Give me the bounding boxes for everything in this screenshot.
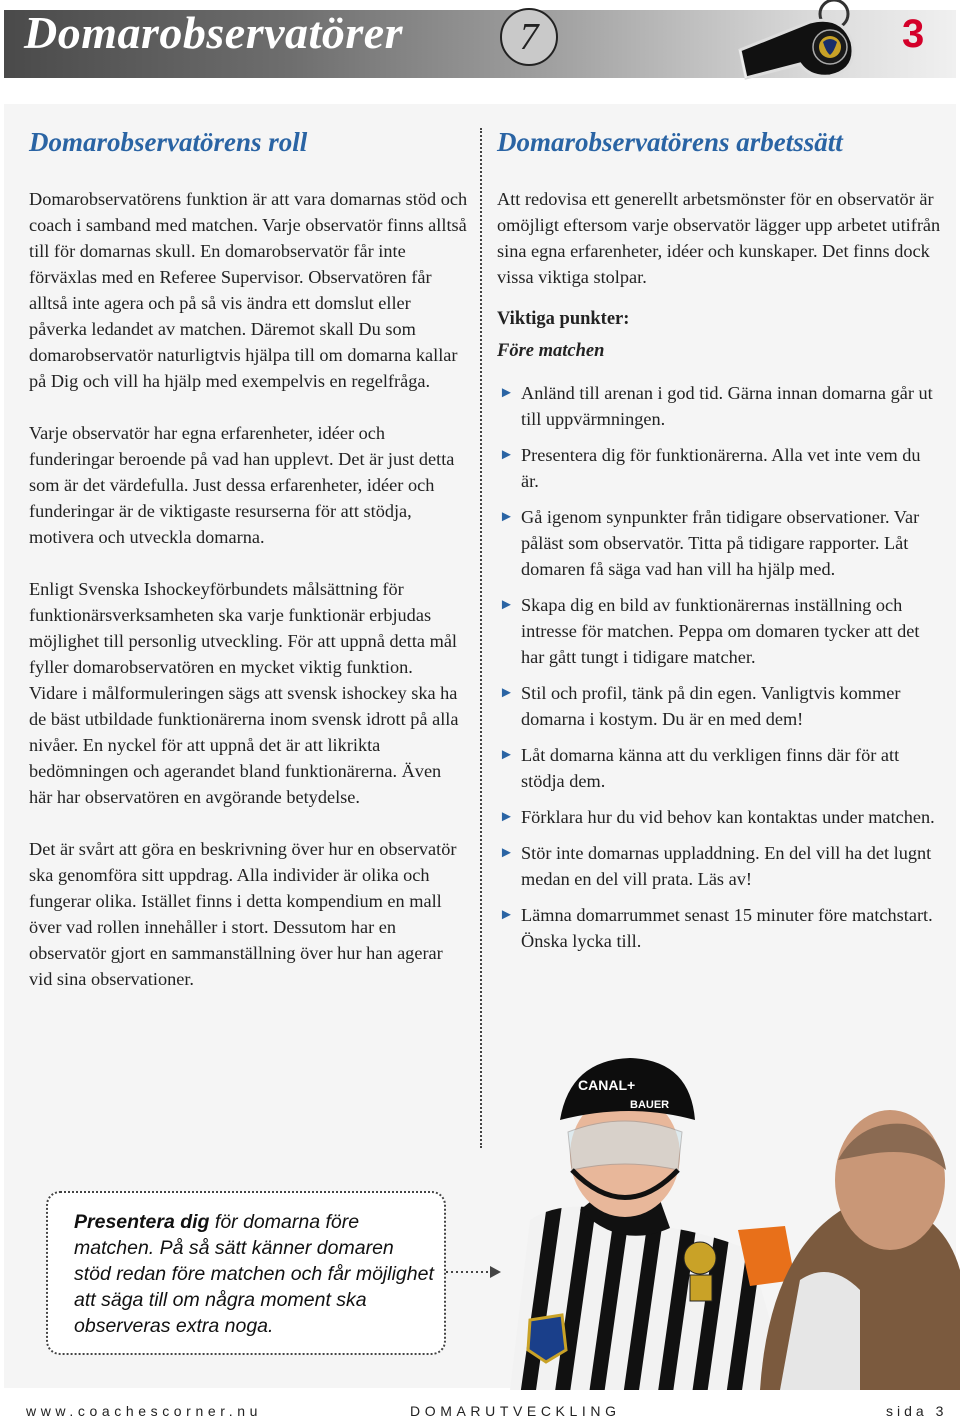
referee-photo <box>500 1050 960 1390</box>
arrow-right-icon: ► <box>499 845 514 861</box>
arrow-right-icon: ► <box>499 747 514 763</box>
paragraph: Domarobservatörens funktion är att vara domarnas stöd och coach i samband med matchen. Varje observatör finns alltså till för domarnas skull. En domarobservatör får inte förväxlas med en Referee Supervisor. Observatören får alltså inte agera och på så vis ändra ett domslut eller påverka ledandet av matchen. Däremot skall Du som domarobservatör naturligtvis hjälpa till om domarna kallar på Dig och vill ha hjälp med exempelvis en regelfråga. <box>29 189 468 391</box>
intro-paragraph: Att redovisa ett generellt arbetsmönster för en observatör är omöjligt eftersom varje observatör lägger upp arbetet utifrån sina egna erfarenheter, idéer och kunskaper. Det finns dock vissa viktiga stolpar. <box>497 189 941 287</box>
list-item: ► Presentera dig för funktionärerna. Alla vet inte vem du är. <box>497 442 942 494</box>
footer-website: www.coachescorner.nu <box>26 1403 262 1419</box>
arrow-right-icon <box>446 1265 502 1279</box>
right-column <box>497 186 942 964</box>
list-item: ► Anländ till arenan i god tid. Gärna innan domarna går ut till uppvärmningen. <box>497 380 942 432</box>
paragraph: Enligt Svenska Ishockeyförbundets målsättning för funktionärsverksamheten ska varje funktionär erbjudas möjlighet till personlig utveckling. För att uppnå detta mål fyller domarobservatören en mycket viktig funktion. <box>29 579 458 677</box>
arrow-right-icon: ► <box>499 685 514 701</box>
chapter-badge: 7 <box>500 8 558 66</box>
footer-section: DOMARUTVECKLING <box>410 1403 621 1419</box>
helmet-brand-label: CANAL+ <box>578 1077 636 1093</box>
page-title: Domarobservatörer <box>24 7 404 58</box>
arrow-right-icon: ► <box>499 509 514 525</box>
callout-text <box>74 1209 434 1339</box>
callout-bold: Presentera dig <box>74 1211 210 1233</box>
list-item: ► Förklara hur du vid behov kan kontaktas under matchen. <box>497 804 942 830</box>
paragraph: Det är svårt att göra en beskrivning över hur en observatör ska genomföra sitt uppdrag. Alla individer är olika och fungerar olika. Istället finns i detta kompendium en mall över vad rollen innehåller i stort. Dessutom har en observatör gjort en sammanställning över hur han agerar vid sina observationer. <box>29 839 457 989</box>
before-match-heading: Före matchen <box>497 341 605 361</box>
list-item: ► Lämna domarrummet senast 15 minuter före matchstart. Önska lycka till. <box>497 902 942 954</box>
right-section-title: Domarobservatörens arbetssätt <box>497 127 843 157</box>
list-item: ► Stil och profil, tänk på din egen. Vanligtvis kommer domarna i kostym. Du är en med dem! <box>497 680 942 732</box>
arrow-right-icon: ► <box>499 597 514 613</box>
list-item: ► Gå igenom synpunkter från tidigare observationer. Var påläst som observatör. Titta på tidigare rapporter. Låt domaren få säga vad han vill ha hjälp med. <box>497 504 942 582</box>
arrow-right-icon: ► <box>499 809 514 825</box>
list-item: ► Stör inte domarnas uppladdning. En del vill ha det lugnt medan en del vill prata. Läs av! <box>497 840 942 892</box>
footer-page: sida 3 <box>886 1403 948 1419</box>
left-section-title: Domarobservatörens roll <box>29 127 308 157</box>
page-number: 3 <box>902 12 925 56</box>
list-item: ► Skapa dig en bild av funktionärernas inställning och intresse för matchen. Peppa om domaren tycker att det har gått tungt i tidigare matcher. <box>497 592 942 670</box>
paragraph: Vidare i målformuleringen sägs att svensk ishockey ska ha de bäst utbildade funktionärerna inom svensk idrott på alla nivåer. En nyckel för att uppnå det är att likrikta bedömningen och agerandet bland funktionärerna. Även här har observatören en avgörande betydelse. <box>29 683 459 807</box>
callout-rest: för domarna före matchen. På så sätt känner domaren stöd redan före matchen och får möjlighet att säga till om några moment ska observeras extra noga. <box>74 1211 434 1337</box>
helmet-maker-label: BAUER <box>630 1099 670 1111</box>
paragraph: Varje observatör har egna erfarenheter, idéer och funderingar beroende på vad han upplevt. Det är just detta som är det värdefulla. Just dessa erfarenheter, idéer och funderingar är de viktigaste resurserna för att stödja, motivera och utveckla domarna. <box>29 423 455 547</box>
arrow-right-icon: ► <box>499 447 514 463</box>
bullet-list <box>497 380 942 954</box>
arrow-right-icon: ► <box>499 907 514 923</box>
key-points-heading: Viktiga punkter: <box>497 309 630 329</box>
callout-box <box>46 1191 446 1355</box>
column-divider <box>480 128 482 1148</box>
left-column <box>29 186 469 1018</box>
arrow-right-icon: ► <box>499 385 514 401</box>
whistle-icon <box>730 0 870 84</box>
list-item: ► Låt domarna känna att du verkligen finns där för att stödja dem. <box>497 742 942 794</box>
